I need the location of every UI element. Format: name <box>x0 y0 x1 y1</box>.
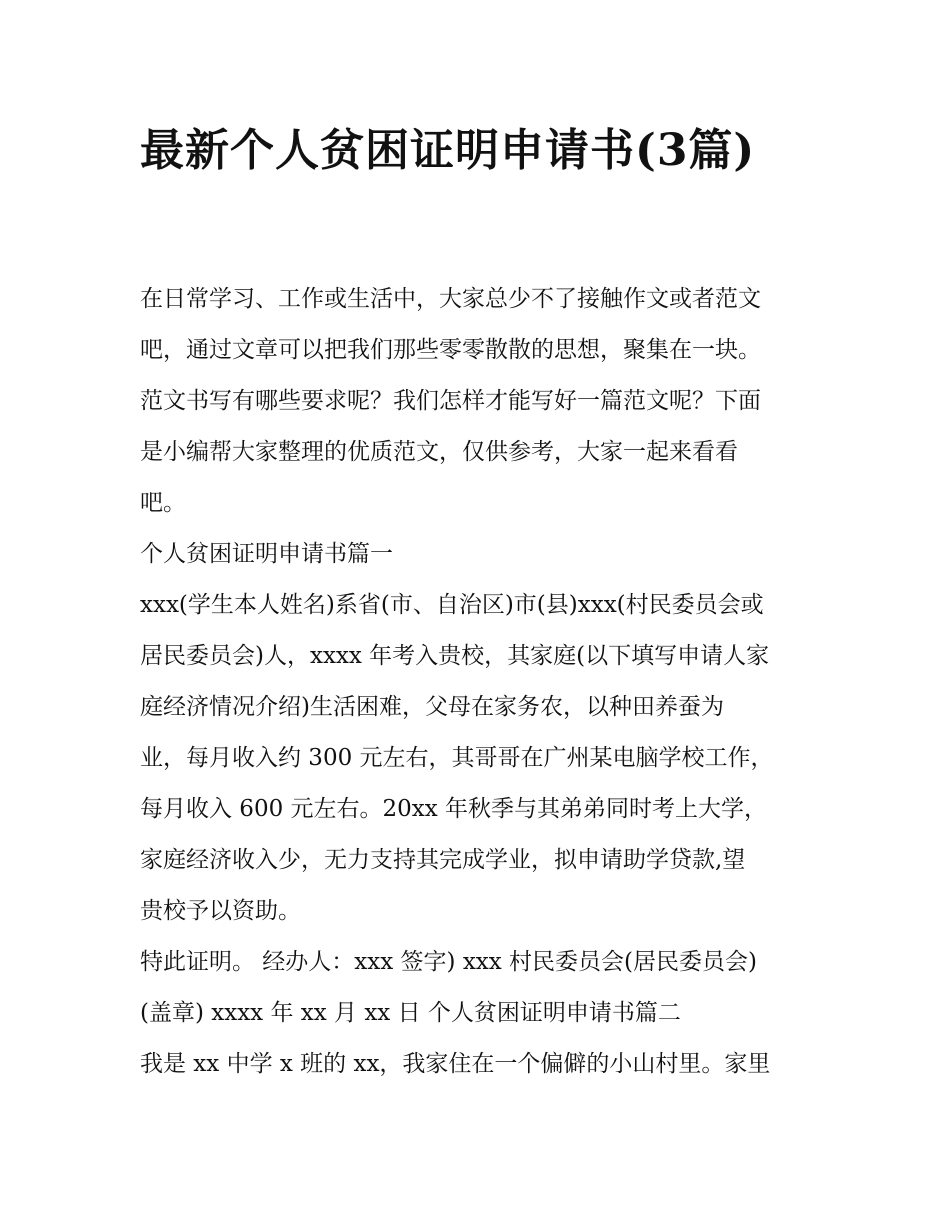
body-line: 特此证明。 经办人：xxx 签字) xxx 村民委员会(居民委员会) <box>140 949 757 975</box>
body-line: 吧。 <box>140 490 186 516</box>
body-line: 家庭经济收入少，无力支持其完成学业，拟申请助学贷款,望 <box>140 847 746 873</box>
body-line: 范文书写有哪些要求呢？我们怎样才能写好一篇范文呢？下面 <box>140 388 761 414</box>
body-line: 贵校予以资助。 <box>140 898 301 924</box>
document-body <box>140 274 820 1090</box>
body-line: (盖章) xxxx 年 xx 月 xx 日 个人贫困证明申请书篇二 <box>140 1000 681 1026</box>
body-line: 居民委员会)人，xxxx 年考入贵校，其家庭(以下填写申请人家 <box>140 643 770 669</box>
body-line: 我是 xx 中学 x 班的 xx，我家住在一个偏僻的小山村里。家里 <box>140 1051 771 1077</box>
body-line: 每月收入 600 元左右。20xx 年秋季与其弟弟同时考上大学， <box>140 796 768 822</box>
body-line: 吧，通过文章可以把我们那些零零散散的思想，聚集在一块。 <box>140 337 761 363</box>
body-line: 是小编帮大家整理的优质范文，仅供参考，大家一起来看看 <box>140 439 738 465</box>
body-line: xxx(学生本人姓名)系省(市、自治区)市(县)xxx(村民委员会或 <box>140 592 764 618</box>
document-title: 最新个人贫困证明申请书(3篇) <box>140 125 756 176</box>
body-line: 在日常学习、工作或生活中，大家总少不了接触作文或者范文 <box>140 286 761 312</box>
body-line: 业，每月收入约 300 元左右，其哥哥在广州某电脑学校工作， <box>140 745 774 771</box>
body-line: 庭经济情况介绍)生活困难，父母在家务农，以种田养蚕为 <box>140 694 724 720</box>
section-heading: 个人贫困证明申请书篇一 <box>140 541 393 567</box>
